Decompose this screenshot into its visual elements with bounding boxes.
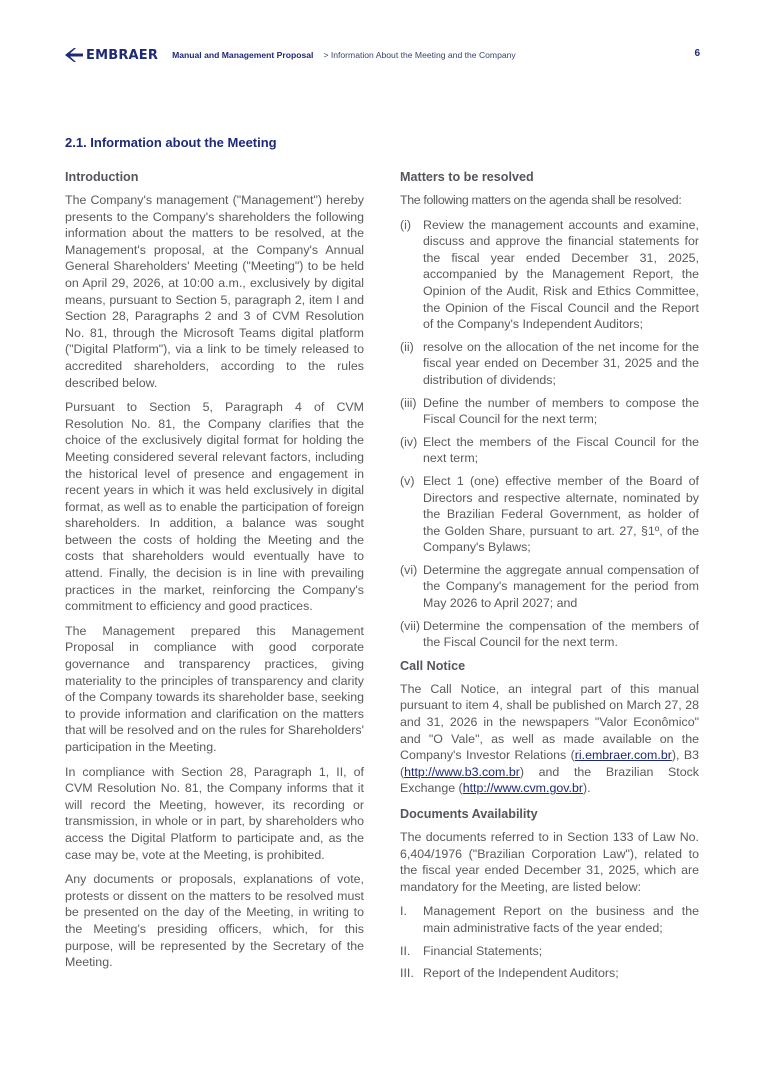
list-marker: III. xyxy=(400,966,414,981)
call-notice-text: The Call Notice, an integral part of this manual pursuant to item 4, shall be published on March 27, 28 and 31, 2026 in the newspapers "Valor Econômico" and "O Vale", as well as made available on the Company's Investor Relations ( xyxy=(400,681,699,763)
list-item-text: Elect 1 (one) effective member of the Board of Directors and respective alternate, nominated by the Brazilian Federal Government, as holder of the Golden Share, pursuant to art. 27, §1º, of the Company's Bylaws; xyxy=(423,473,699,555)
list-marker: (v) xyxy=(400,473,415,488)
list-item-text: Determine the compensation of the members of the Fiscal Council for the next term. xyxy=(423,618,699,650)
list-item xyxy=(400,903,699,936)
list-marker: (vii) xyxy=(400,618,420,633)
list-item-text: Report of the Independent Auditors; xyxy=(423,966,619,981)
list-marker: I. xyxy=(400,904,407,919)
right-column xyxy=(400,168,699,988)
documents-heading: Documents Availability xyxy=(400,807,538,821)
intro-paragraph-1: The Company's management ("Management") hereby presents to the Company's shareholders the following information about the matters to be resolved, at the Management's proposal, at the Company's Annual General Shareholders' Meeting ("Meeting") to be held on April 29, 2026, at 10:00 a.m., exclusively by digital means, pursuant to Section 5, paragraph 2, item I and Section 28, Paragraphs 2 and 3 of CVM Resolution No. 81, through the Microsoft Teams digital platform ("Digital Platform"), via a link to be timely released to accredited shareholders, according to the rules described below. xyxy=(65,193,364,390)
page-number: 6 xyxy=(694,48,700,59)
logo-text: EMBRAER xyxy=(86,47,159,63)
list-item xyxy=(400,339,699,389)
list-marker: (iv) xyxy=(400,434,418,449)
intro-paragraph-4: In compliance with Section 28, Paragraph 1, II, of CVM Resolution No. 81, the Company informs that it will record the Meeting, however, its recording or transmission, in whole or in part, by shareholders who access the Digital Platform to participate and, as the case may be, vote at the Meeting, is prohibited. xyxy=(65,764,364,862)
list-item-text: Review the management accounts and examine, discuss and approve the financial statements for the fiscal year ended December 31, 2025, accompanied by the Management Report, the Opinion of the Audit, Risk and Ethics Committee, the Opinion of the Fiscal Council and the Report of the Company's Independent Auditors; xyxy=(423,217,699,332)
intro-paragraph-5: Any documents or proposals, explanations of vote, protests or dissent on the matters to be resolved must be presented on the day of the Meeting, in writing to the Meeting's presiding officers, which, for this purpose, will be represented by the Secretary of the Meeting. xyxy=(65,872,364,970)
list-marker: (i) xyxy=(400,217,412,232)
list-item-text: Define the number of members to compose the Fiscal Council for the next term; xyxy=(423,395,699,427)
list-item xyxy=(400,618,699,651)
list-item xyxy=(400,943,699,960)
list-item-text: Elect the members of the Fiscal Council for the next term; xyxy=(423,434,699,466)
call-notice-text: ). xyxy=(582,781,591,796)
list-marker: II. xyxy=(400,943,411,958)
list-item xyxy=(400,434,699,467)
list-marker: (iii) xyxy=(400,395,417,410)
documents-list xyxy=(400,903,699,981)
list-item xyxy=(400,562,699,612)
page-header xyxy=(64,44,704,66)
embraer-arrow-icon xyxy=(64,47,84,63)
call-notice-text: ), B3 ( xyxy=(400,748,699,779)
list-item xyxy=(400,965,699,982)
cvm-link[interactable]: http://www.cvm.gov.br xyxy=(462,781,583,796)
intro-paragraph-2: Pursuant to Section 5, Paragraph 4 of CVM Resolution No. 81, the Company clarifies that the choice of the exclusively digital format for holding the Meeting considered several relevant factors, including the historical level of presence and engagement in recent years in which it was held exclusively in digital format, as well as to enable the participation of foreign shareholders. In addition, a balance was sought between the costs of holding the Meeting and the costs that shareholders would eventually have to attend. Finally, the decision is in line with prevailing practices in the market, reinforcing the Company's commitment to efficiency and good practices. xyxy=(65,400,364,614)
matters-list xyxy=(400,217,699,651)
b3-link[interactable]: http://www.b3.com.br xyxy=(404,764,520,779)
list-item xyxy=(400,217,699,333)
list-item-text: resolve on the allocation of the net income for the fiscal year ended on December 31, 2025 and the distribution of dividends; xyxy=(423,339,699,387)
document-title: Manual and Management Proposal xyxy=(172,50,314,60)
list-marker: (vi) xyxy=(400,562,418,577)
list-marker: (ii) xyxy=(400,339,414,354)
embraer-logo xyxy=(64,47,158,63)
documents-intro: The documents referred to in Section 133 of Law No. 6,404/1976 ("Brazilian Corporation Law"), related to the fiscal year ended December 31, 2025, which are mandatory for the Meeting, are listed below: xyxy=(400,830,699,894)
breadcrumb: > Information About the Meeting and the Company xyxy=(323,50,516,60)
list-item xyxy=(400,395,699,428)
list-item-text: Management Report on the business and the main administrative facts of the year ended; xyxy=(423,904,699,935)
list-item-text: Determine the aggregate annual compensation of the Company's management for the period from May 2026 to April 2027; and xyxy=(423,562,699,611)
section-title: 2.1. Information about the Meeting xyxy=(65,135,277,150)
intro-paragraph-3: The Management prepared this Management Proposal in compliance with good corporate governance and transparency practices, giving materiality to the principles of transparency and clarity of the Company towards its shareholder base, seeking to provide information and clarification on the matters that will be resolved and on the rules for Shareholders' participation in the Meeting. xyxy=(65,623,364,754)
ri-embraer-link[interactable]: ri.embraer.com.br xyxy=(574,748,672,763)
call-notice-paragraph xyxy=(400,681,699,797)
matters-intro: The following matters on the agenda shall be resolved: xyxy=(400,193,682,207)
call-notice-heading: Call Notice xyxy=(400,658,466,673)
matters-heading: Matters to be resolved xyxy=(400,170,534,184)
list-item xyxy=(400,473,699,556)
list-item-text: Financial Statements; xyxy=(423,943,543,958)
left-column xyxy=(65,168,364,979)
call-notice-text: ) and the Brazilian Stock Exchange ( xyxy=(400,764,699,796)
introduction-heading: Introduction xyxy=(65,170,139,184)
